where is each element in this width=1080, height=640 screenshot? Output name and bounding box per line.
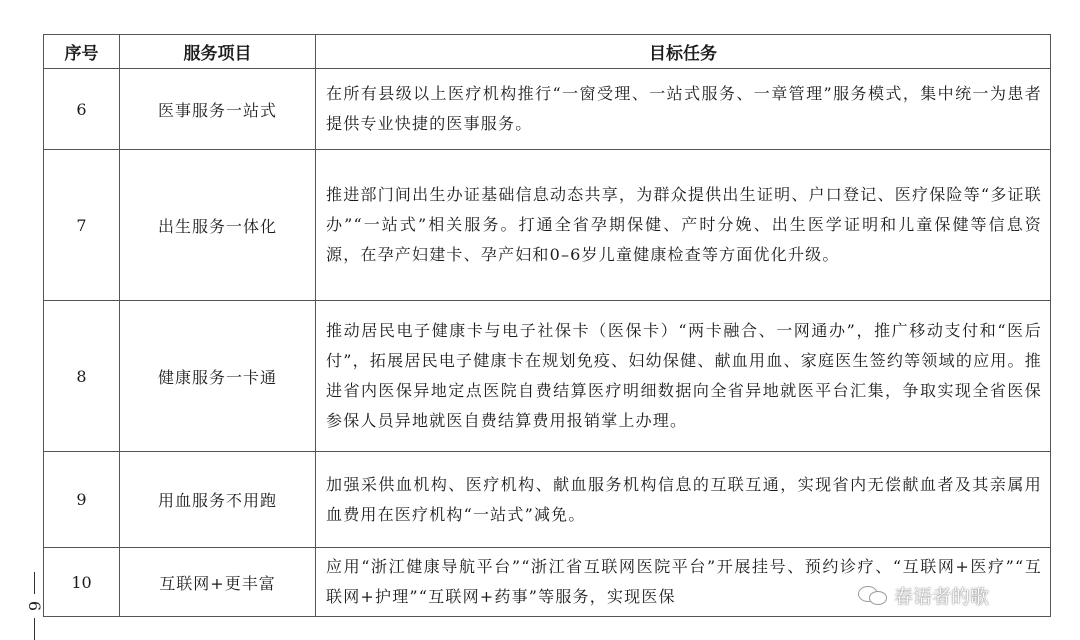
header-num: 序号 — [44, 35, 120, 69]
watermark — [858, 582, 989, 608]
watermark-text: 春语者的歌 — [894, 585, 990, 608]
row-task: 推动居民电子健康卡与电子社保卡（医保卡）“两卡融合、一网通办”，推广移动支付和“医后付”，拓展居民电子健康卡在规划免疫、妇幼保健、献血用血、家庭医生签约等领域的应用。推进省内医保异地定点医院自费结算医疗明细数据向全省异地就医平台汇集，争取实现全省医保参保人员异地就医自费结算费用报销掌上办理。 — [316, 301, 1051, 452]
table-row — [44, 69, 1051, 150]
row-item: 医事服务一站式 — [120, 69, 316, 150]
row-item: 用血服务不用跑 — [120, 452, 316, 548]
table-row — [44, 452, 1051, 548]
row-num: 8 — [44, 301, 120, 452]
row-task: 应用“浙江健康导航平台”“浙江省互联网医院平台”开展挂号、预约诊疗、“互联网+医疗”“互联网+护理”“互联网+药事”等服务，实现医保 — [316, 548, 1051, 617]
service-table — [43, 34, 1051, 617]
row-num: 7 — [44, 150, 120, 301]
page-number: 6 — [25, 600, 44, 612]
row-item: 互联网+更丰富 — [120, 548, 316, 617]
table-row — [44, 301, 1051, 452]
row-num: 6 — [44, 69, 120, 150]
row-num: 9 — [44, 452, 120, 548]
page-number-marker — [22, 572, 46, 640]
row-item: 出生服务一体化 — [120, 150, 316, 301]
row-item: 健康服务一卡通 — [120, 301, 316, 452]
wechat-icon — [858, 584, 888, 606]
row-task: 在所有县级以上医疗机构推行“一窗受理、一站式服务、一章管理”服务模式，集中统一为患者提供专业快捷的医事服务。 — [316, 69, 1051, 150]
page-dash-bottom — [34, 618, 35, 640]
row-num: 10 — [44, 548, 120, 617]
row-task: 推进部门间出生办证基础信息动态共享，为群众提供出生证明、户口登记、医疗保险等“多证联办”“一站式”相关服务。打通全省孕期保健、产时分娩、出生医学证明和儿童保健等信息资源，在孕产妇建卡、孕产妇和0–6岁儿童健康检查等方面优化升级。 — [316, 150, 1051, 301]
header-task: 目标任务 — [316, 35, 1051, 69]
header-item: 服务项目 — [120, 35, 316, 69]
row-task: 加强采供血机构、医疗机构、献血服务机构信息的互联互通，实现省内无偿献血者及其亲属用血费用在医疗机构“一站式”减免。 — [316, 452, 1051, 548]
table-header-row — [44, 35, 1051, 69]
table-row — [44, 150, 1051, 301]
page-dash-top — [34, 572, 35, 594]
